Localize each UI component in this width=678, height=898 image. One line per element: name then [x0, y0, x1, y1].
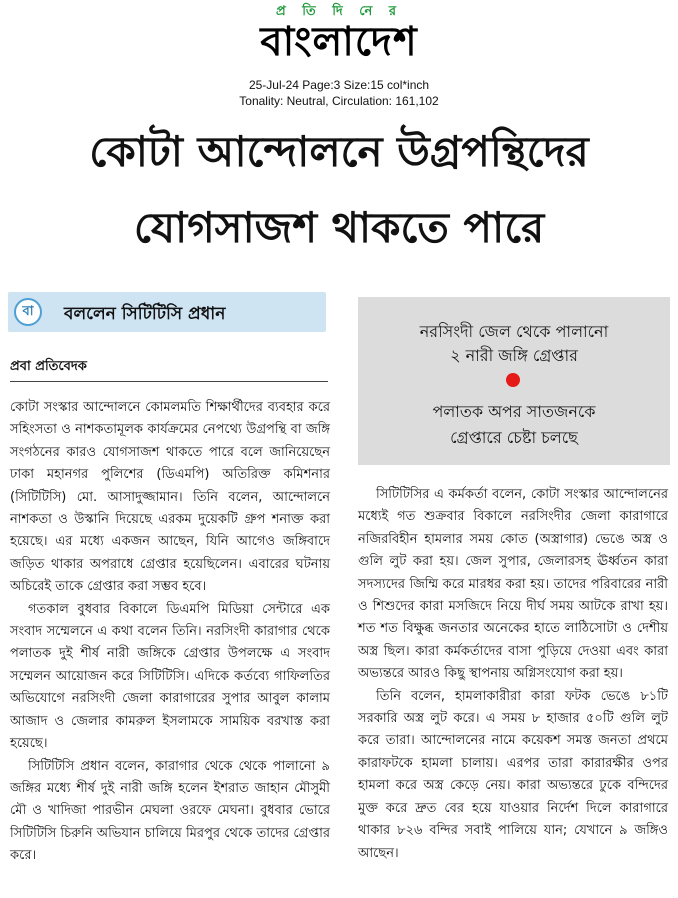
clipping-meta-tonality: Tonality: Neutral, Circulation: 161,102: [239, 94, 439, 108]
highlight-line-1: নরসিংদী জেল থেকে পালানো: [419, 322, 609, 341]
highlight-line-3: পলাতক অপর সাতজনকে: [432, 402, 596, 421]
byline-divider: [10, 381, 328, 382]
headline-line-2: যোগসাজশ থাকতে পারে: [133, 203, 545, 252]
headline-line-1: কোটা আন্দোলনে উগ্রপন্থিদের: [89, 127, 589, 176]
body-paragraph: সিটিটিসি প্রধান বলেন, কারাগার থেকে থেকে পালানো ৯ জঙ্গির মধ্যে শীর্ষ দুই নারী জঙ্গি হলেন ইশরাত জাহান মৌসুমী মৌ ও খাদিজা পারভীন মেঘলা ওরফে মেঘনা। বুধবার ভোরে সিটিটিসি চিরুনি অভিযান চালিয়ে মিরপুর থেকে তাদের গ্রেপ্তার করে।: [10, 758, 330, 864]
masthead-kicker: প্র তি দি নে র: [275, 4, 402, 19]
newspaper-name: বাংলাদেশ: [260, 19, 418, 65]
body-paragraph: গতকাল বুধবার বিকালে ডিএমপি মিডিয়া সেন্টারে এক সংবাদ সম্মেলনে এ কথা বলেন তিনি। নরসিংদী কারাগার থেকে পলাতক দুই শীর্ষ নারী জঙ্গিকে গ্রেপ্তার উপলক্ষে এ সংবাদ সম্মেলন আয়োজন করে সিটিটিসি। এদিকে কর্তব্যে গাফিলতির অভিযোগে নরসিংদী জেলা কারাগারের সুপার আবুল কালাম আজাদ ও জেলার কামরুল ইসলামকে সাময়িক বরখাস্ত করা হয়েছে।: [10, 601, 330, 752]
body-paragraph: সিটিটিসির এ কর্মকর্তা বলেন, কোটা সংস্কার আন্দোলনের মধ্যেই গত শুক্রবার বিকালে নরসিংদীর জেলা কারাগারে নজিরবিহীন হামলার সময় কোত (অস্ত্রাগার) ভেঙে অস্ত্র ও গুলি লুট করা হয়। জেল সুপার, জেলারসহ ঊর্ধ্বতন কারা সদস্যদের জিম্মি করে মারধর করা হয়। তাদের পরিবারের নারী ও শিশুদের কারা মসজিদে নিয়ে দীর্ঘ সময় আটকে রাখা হয়। শত শত বিক্ষুব্ধ জনতার অনেকের হাতে লাঠিসোটা ও দেশীয় অস্ত্র ছিল। কারা কর্মকর্তাদের বাসা পুড়িয়ে দেওয়া এবং কারা অভ্যন্তরে আরও কিছু স্থাপনায় অগ্নিসংযোগ করা হয়।: [358, 487, 668, 682]
body-paragraph: তিনি বলেন, হামলাকারীরা কারা ফটক ভেঙে ৮১টি সরকারি অস্ত্র লুট করে। এ সময় ৮ হাজার ৫০টি গুলি লুট করে তারা। আন্দোলনের নামে কয়েকশ সমস্ত জনতা প্রথমে কারাফটকে হামলা চালায়। এরপর তারা কারারক্ষীর ওপর হামলা করে অস্ত্র কেড়ে নেয়। কারা অভ্যন্তরে ঢুকে বন্দিদের মুক্ত করে দ্রুত বের হয়ে যাওয়ার নির্দেশ দিলে কারাগারে থাকার ৮২৬ বন্দির সবাই পালিয়ে যান; যেখানে ৯ জঙ্গিও আছেন।: [358, 688, 668, 861]
byline: প্রবা প্রতিবেদক: [10, 359, 87, 374]
body-column-left: [10, 397, 330, 868]
highlight-line-2: ২ নারী জঙ্গি গ্রেপ্তার: [450, 346, 578, 365]
body-paragraph: কোটা সংস্কার আন্দোলনে কোমলমতি শিক্ষার্থীদের ব্যবহার করে সহিংসতা ও নাশকতামূলক কার্যক্রমের নেপথ্যে উগ্রপন্থি বা জঙ্গি সংগঠনের কারও যোগসাজশ থাকতে পারে বলে জানিয়েছেন ঢাকা মহানগর পুলিশের (ডিএমপি) অতিরিক্ত কমিশনার (সিটিটিসি) মো. আসাদুজ্জামান। তিনি বলেন, আন্দোলনে নাশকতা ও উস্কানি দিয়েছে এরকম দুয়েকটি গ্রুপ শনাক্ত করা হয়েছে। এর মধ্যে একজন আছেন, যিনি আগেও জঙ্গিবাদে জড়িত থাকার অপরাধে গ্রেপ্তার হয়েছিলেন। এবারের ঘটনায় অচিরেই তাকে গ্রেপ্তার করা সম্ভব হবে।: [10, 400, 330, 595]
masthead: [0, 4, 678, 64]
newspaper-badge-icon: বা: [14, 298, 42, 326]
shoulder-strip: [8, 292, 326, 332]
highlight-line-4: গ্রেপ্তারে চেষ্টা চলছে: [450, 428, 578, 447]
highlight-box: [358, 297, 670, 465]
clipping-meta-date: 25-Jul-24 Page:3 Size:15 col*inch: [248, 78, 430, 92]
red-dot-icon: [506, 373, 520, 387]
body-column-right: [358, 484, 668, 865]
shoulder-text: বললেন সিটিটিসি প্রধান: [64, 304, 226, 324]
